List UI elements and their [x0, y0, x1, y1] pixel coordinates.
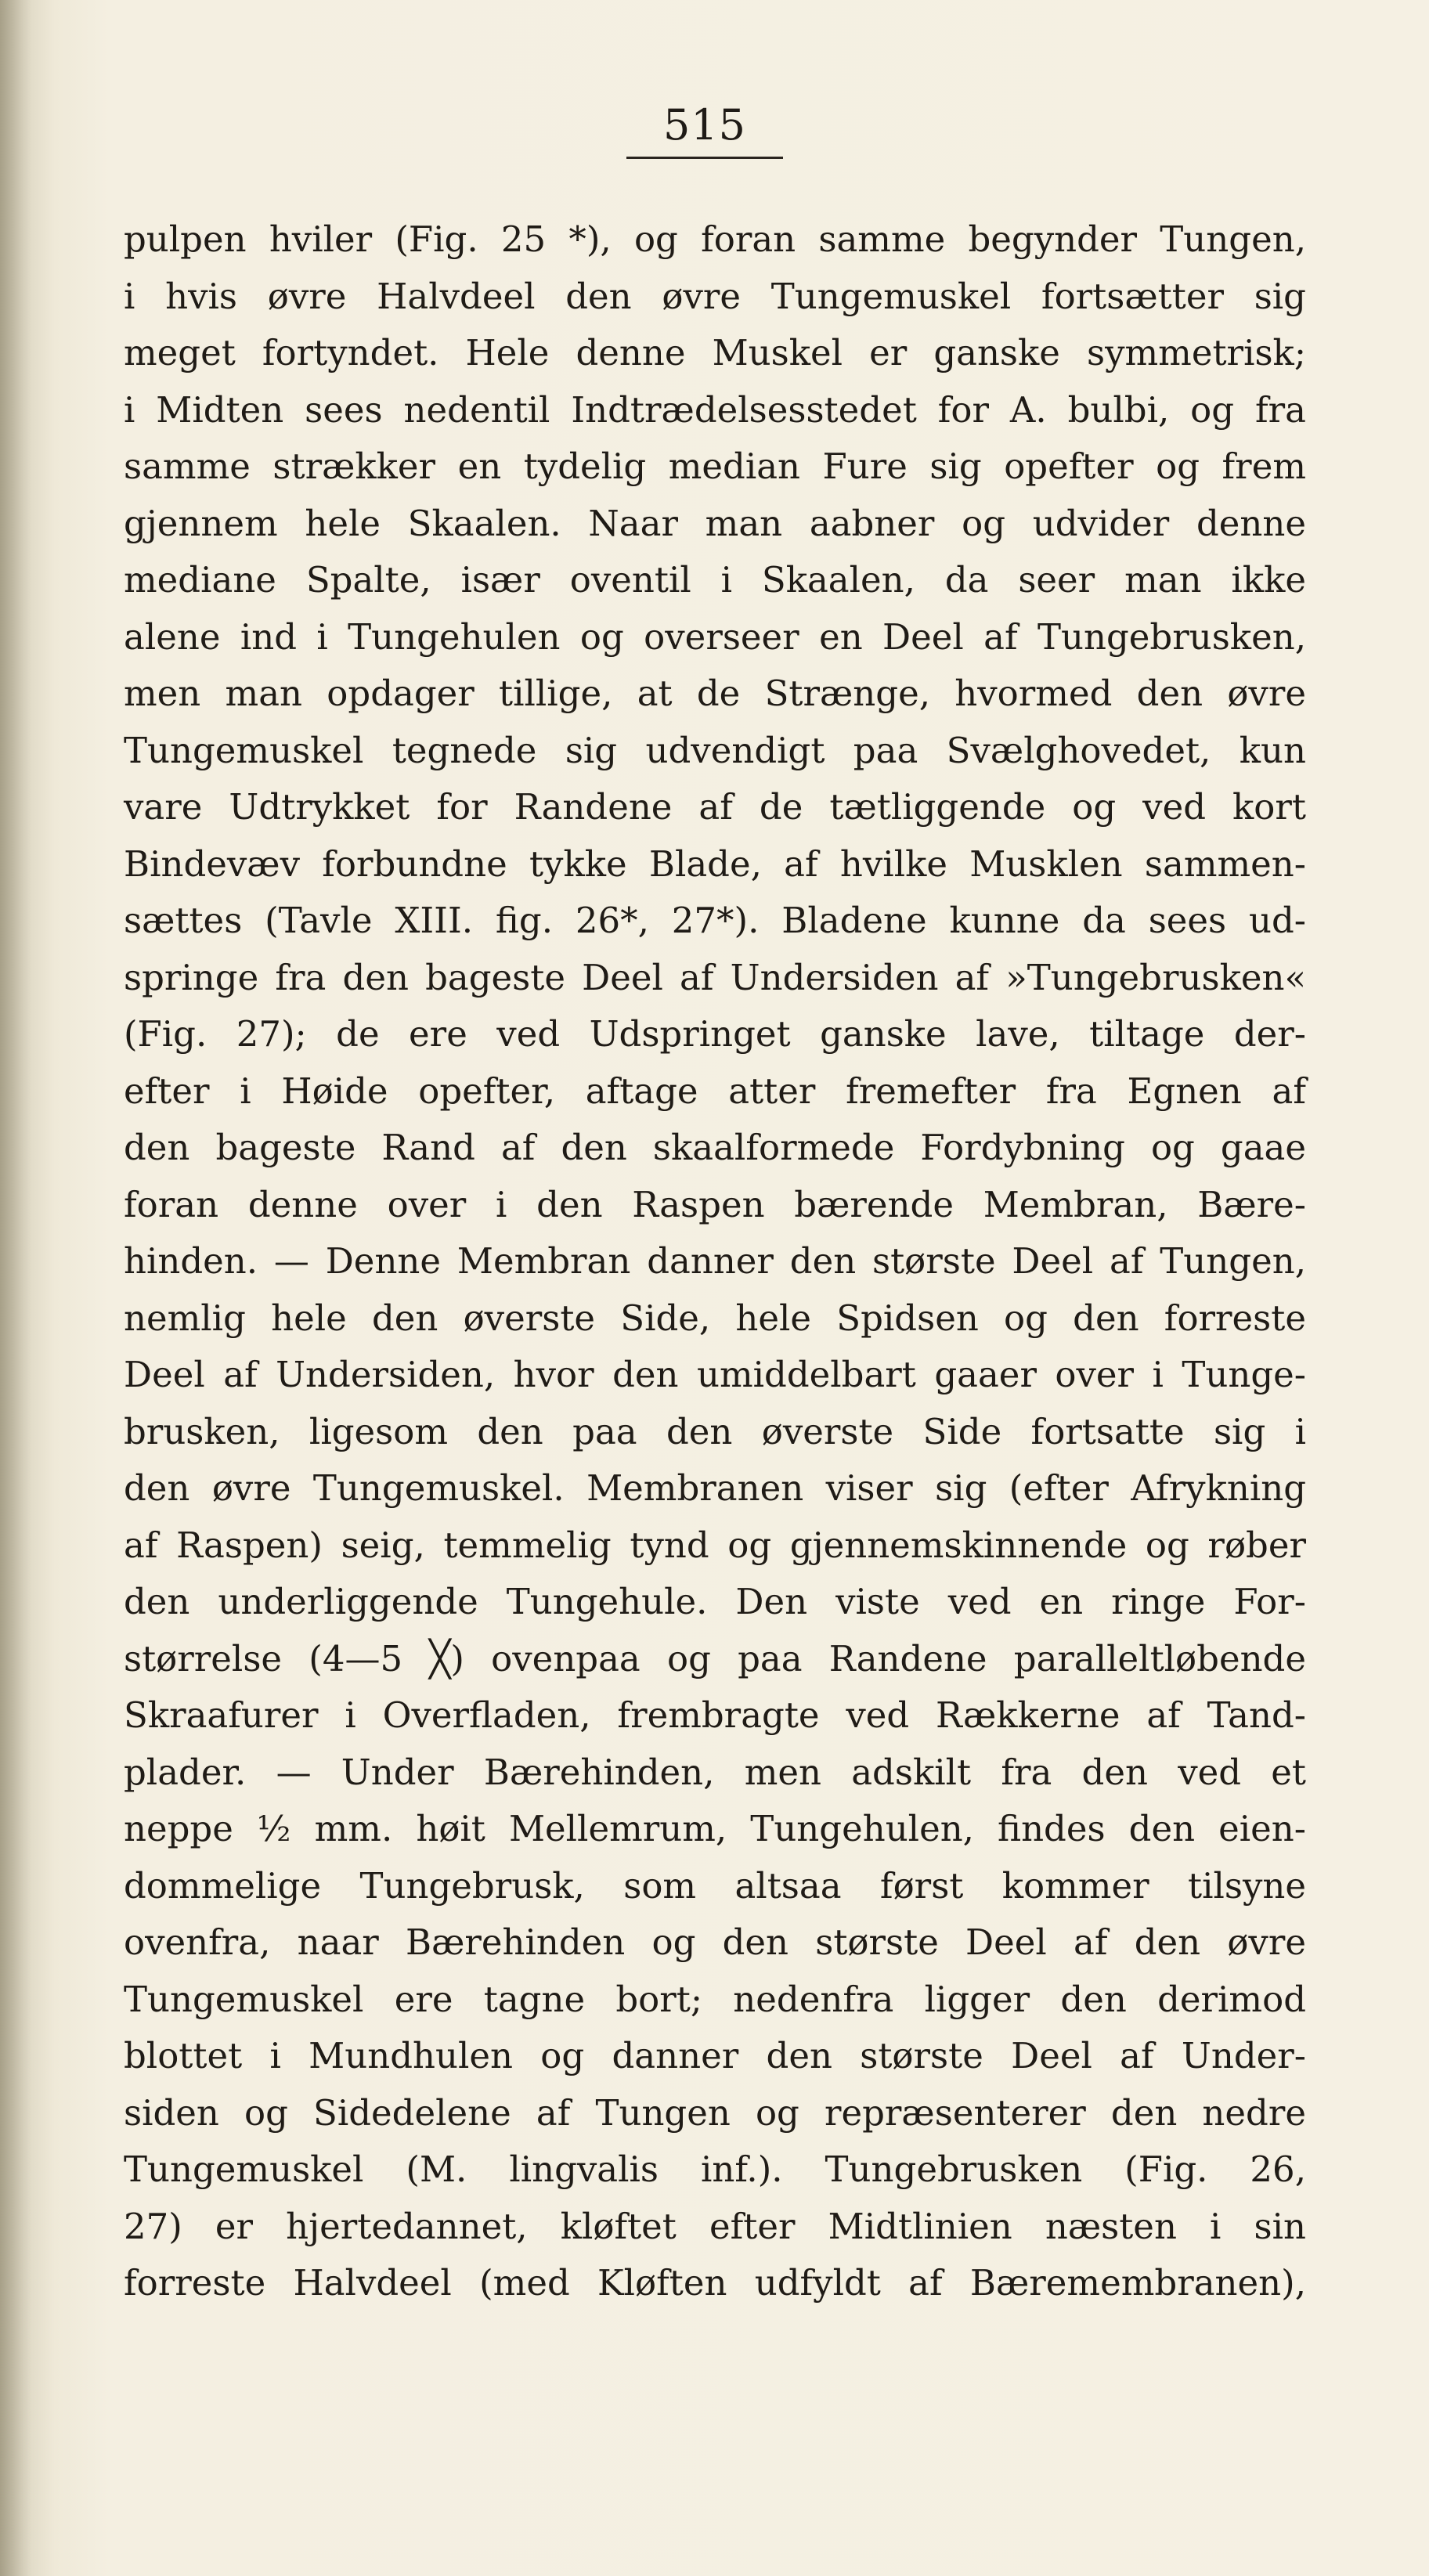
text-line: siden og Sidedelene af Tungen og repræsenterer den nedre — [124, 2091, 1306, 2134]
text-line: størrelse (4—5 ╳) ovenpaa og paa Randene paralleltløbende — [124, 1637, 1306, 1679]
text-line: nemlig hele den øverste Side, hele Spidsen og den forreste — [124, 1297, 1306, 1339]
text-line: i hvis øvre Halvdeel den øvre Tungemuskel fortsætter sig — [124, 275, 1306, 317]
text-line: i Midten sees nedentil Indtrædelsesstedet for A. bulbi, og fra — [124, 388, 1306, 431]
text-line: vare Udtrykket for Randene af de tætliggende og ved kort — [124, 786, 1306, 828]
text-line: mediane Spalte, især oventil i Skaalen, da seer man ikke — [124, 559, 1306, 601]
text-line: ovenfra, naar Bærehinden og den største Deel af den øvre — [124, 1921, 1306, 1963]
text-line: Bindevæv forbundne tykke Blade, af hvilke Musklen sammen- — [124, 842, 1306, 885]
text-line: dommelige Tungebrusk, som altsaa først kommer tilsyne — [124, 1864, 1306, 1907]
page-number: 515 — [662, 100, 747, 150]
text-line: forreste Halvdeel (med Kløften udfyldt af Bæremembranen), — [124, 2262, 1306, 2304]
text-line: efter i Høide opefter, aftage atter fremefter fra Egnen af — [124, 1070, 1306, 1112]
text-line: (Fig. 27); de ere ved Udspringet ganske lave, tiltage der- — [124, 1013, 1306, 1055]
text-line: pulpen hviler (Fig. 25 *), og foran samme begynder Tungen, — [124, 218, 1306, 260]
page-number-rule — [626, 157, 783, 159]
text-line: foran denne over i den Raspen bærende Membran, Bære- — [124, 1183, 1306, 1225]
text-line: Skraafurer i Overfladen, frembragte ved Rækkerne af Tand- — [124, 1694, 1306, 1736]
text-line: plader. — Under Bærehinden, men adskilt fra den ved et — [124, 1751, 1306, 1793]
text-line: af Raspen) seig, temmelig tynd og gjennemskinnende og røber — [124, 1524, 1306, 1566]
text-line: Tungemuskel ere tagne bort; nedenfra ligger den derimod — [124, 1978, 1306, 2020]
text-line: springe fra den bageste Deel af Undersiden af »Tungebrusken« — [124, 956, 1306, 998]
text-line: samme strækker en tydelig median Fure sig opefter og frem — [124, 446, 1306, 487]
text-line: den underliggende Tungehule. Den viste ved en ringe For- — [124, 1581, 1306, 1622]
text-line: den bageste Rand af den skaalformede Fordybning og gaae — [124, 1127, 1306, 1168]
text-line: meget fortyndet. Hele denne Muskel er ganske symmetrisk; — [124, 332, 1306, 373]
text-line: blottet i Mundhulen og danner den største Deel af Under- — [124, 2035, 1306, 2076]
binding-gutter — [0, 0, 31, 2576]
text-line: neppe ½ mm. høit Mellemrum, Tungehulen, findes den eien- — [124, 1808, 1306, 1849]
text-line: den øvre Tungemuskel. Membranen viser sig (efter Afrykning — [124, 1467, 1306, 1509]
text-line: 27) er hjertedannet, kløftet efter Midtlinien næsten i sin — [124, 2205, 1306, 2247]
text-line: sættes (Tavle XIII. fig. 26*, 27*). Bladene kunne da sees ud- — [124, 900, 1306, 941]
body-text — [124, 211, 1306, 2312]
text-line: gjennem hele Skaalen. Naar man aabner og udvider denne — [124, 502, 1306, 544]
text-line: brusken, ligesom den paa den øverste Side fortsatte sig i — [124, 1410, 1306, 1452]
text-line: Tungemuskel tegnede sig udvendigt paa Svælghovedet, kun — [124, 729, 1306, 771]
text-line: Deel af Undersiden, hvor den umiddelbart gaaer over i Tunge- — [124, 1354, 1306, 1395]
text-line: men man opdager tillige, at de Strænge, hvormed den øvre — [124, 673, 1306, 714]
text-line: alene ind i Tungehulen og overseer en Deel af Tungebrusken, — [124, 615, 1306, 658]
text-line: hinden. — Denne Membran danner den største Deel af Tungen, — [124, 1240, 1306, 1282]
text-line: Tungemuskel (M. lingvalis inf.). Tungebrusken (Fig. 26, — [124, 2148, 1306, 2190]
